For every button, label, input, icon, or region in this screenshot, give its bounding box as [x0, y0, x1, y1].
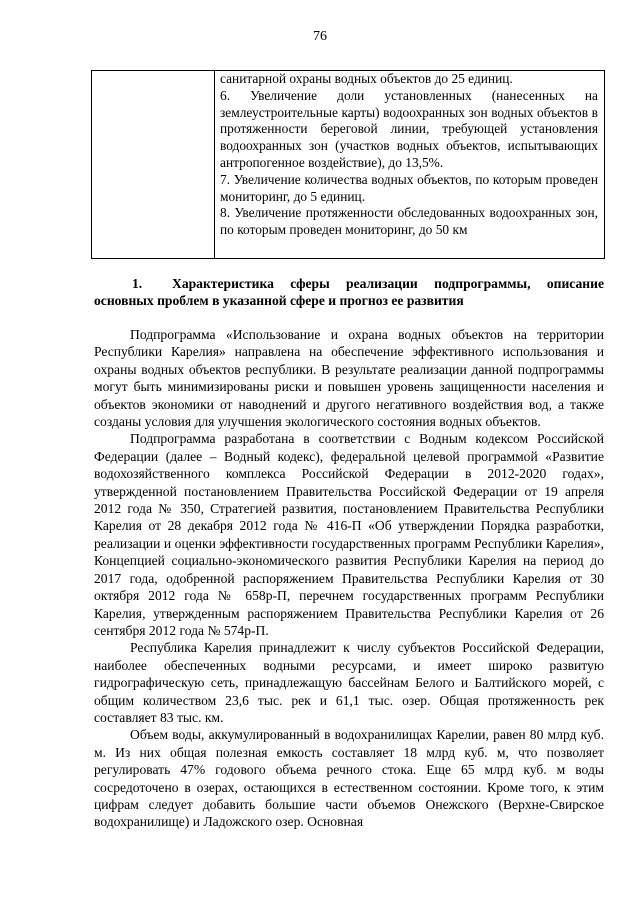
- page-number: 76: [313, 29, 327, 44]
- section-number: 1.: [132, 276, 143, 291]
- paragraph: Республика Карелия принадлежит к числу субъектов Российской Федерации, наиболее обеспеченных водными ресурсами, и имеет широко развитую гидрографическую сеть, принадлежащую бассейнам Белого и Балтийского морей, с общим количеством 23,6 тыс. рек и 61,1 тыс. озер. Общая протяженность рек составляет 83 тыс. км.: [94, 640, 604, 725]
- table-item: 8. Увеличение протяженности обследованных водоохранных зон, по которым проведен мониторинг, до 50 км: [220, 205, 598, 238]
- paragraph: Подпрограмма «Использование и охрана водных объектов на территории Республики Карелия» направлена на обеспечение эффективного использования и охраны водных объектов республики. В результате реализации данной подпрограммы могут быть минимизированы риски и повышен уровень защищенности населения и объектов экономики от наводнений и другого негативного воздействия вод, а также созданы условия для улучшения экологического состояния водных объектов.: [94, 327, 604, 430]
- table-right-cell: [215, 71, 604, 258]
- paragraph: Объем воды, аккумулированный в водохранилищах Карелии, равен 80 млрд куб. м. Из них общая полезная емкость составляет 18 млрд куб. м, что позволяет регулировать 47% годового объема речного стока. Еще 65 млрд куб. м воды сосредоточено в озерах, остающихся в естественном состоянии. Кроме того, к этим цифрам следует добавить большие части объемов Онежского (Верхне-Свирское водохранилище) и Ладожского озер. Основная: [94, 727, 604, 830]
- section-heading: [94, 275, 604, 309]
- table-item: 7. Увеличение количества водных объектов, по которым проведен мониторинг, до 5 единиц.: [220, 171, 598, 204]
- table-left-cell: [92, 71, 215, 258]
- table-item: санитарной охраны водных объектов до 25 единиц.: [220, 71, 513, 86]
- table-item: 6. Увеличение доли установленных (нанесенных на землеустроительные карты) водоохранных зон водных объектов в протяженности береговой линии, требующей установления водоохранных зон (участков водных объектов, испытывающих антропогенное воздействие), до 13,5%.: [220, 87, 598, 170]
- section-title: Характеристика сферы реализации подпрограммы, описание основных проблем в указанной сфере и прогноз ее развития: [94, 276, 604, 308]
- body-text: [94, 326, 604, 831]
- paragraph: Подпрограмма разработана в соответствии с Водным кодексом Российской Федерации (далее – Водный кодекс), федеральной целевой программой «Развитие водохозяйственного комплекса Российской Федерации в 2012-2020 годах», утвержденной постановлением Правительства Российской Федерации от 19 апреля 2012 года № 350, Стратегией развития, постановлением Правительства Республики Карелия от 28 декабря 2012 года № 416-П «Об утверждении Порядка разработки, реализации и оценки эффективности государственных программ Республики Карелия», Концепцией социально-экономического развития Республики Карелия на период до 2017 года, одобренной распоряжением Правительства Республики Карелия от 30 октября 2012 года № 658р-П, перечнем государственных программ Республики Карелия, утвержденным распоряжением Правительства Республики Карелия от 26 сентября 2012 года № 574р-П.: [94, 431, 604, 638]
- indicators-table: [91, 70, 605, 259]
